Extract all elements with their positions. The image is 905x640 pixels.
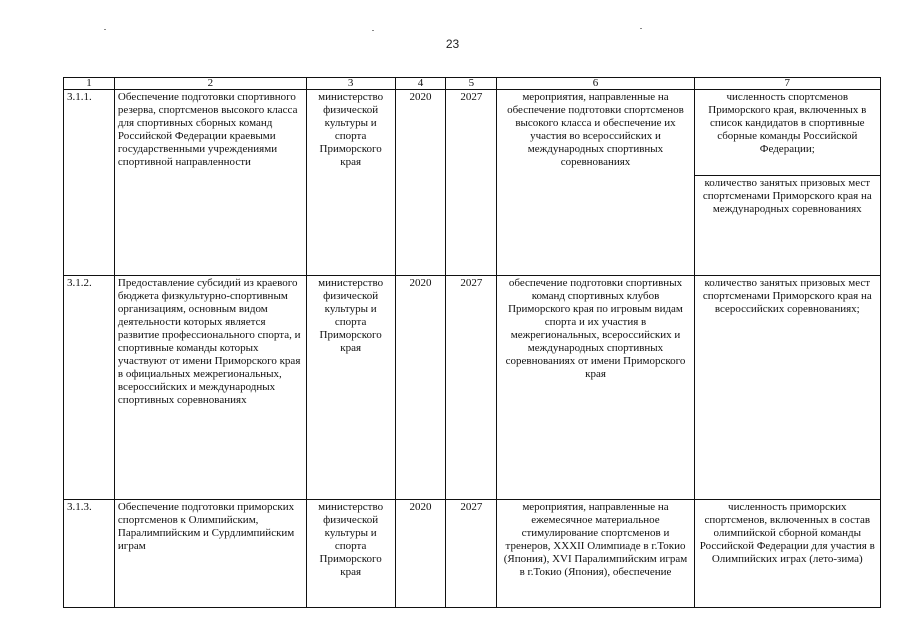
scan-speck (104, 29, 106, 30)
row-name: Предоставление субсидий из краевого бюджета физкультурно-спортивным организациям, основным видом деятельности которых является развитие профессионального спорта, и спортивные команды которых участвуют от имени Приморского края в официальных межрегиональных, всероссийских и международных спортивных соревнованиях (114, 276, 306, 500)
row-end-year: 2027 (446, 500, 497, 608)
row-executor: министерство физической культуры и спорта Приморского края (306, 90, 395, 276)
column-header: 1 (64, 78, 115, 90)
row-indicator: численность приморских спортсменов, включенных в состав олимпийской сборной команды Российской Федерации для участия в Олимпийских играх (лето-зима) (694, 500, 880, 608)
row-code: 3.1.1. (64, 90, 115, 276)
row-code: 3.1.3. (64, 500, 115, 608)
row-end-year: 2027 (446, 90, 497, 276)
table-row (64, 500, 881, 608)
column-header: 2 (114, 78, 306, 90)
scan-speck (640, 28, 642, 29)
table-header-row (64, 78, 881, 90)
indicator-text: количество занятых призовых мест спортсменами Приморского края на международных соревнованиях (695, 175, 880, 217)
row-start-year: 2020 (395, 90, 446, 276)
page-number: 23 (445, 37, 460, 51)
column-header: 4 (395, 78, 446, 90)
column-header: 5 (446, 78, 497, 90)
row-indicators (694, 90, 880, 276)
row-end-year: 2027 (446, 276, 497, 500)
column-header: 7 (694, 78, 880, 90)
indicator-text: численность спортсменов Приморского края, включенных в список кандидатов в спортивные сборные команды Российской Федерации; (708, 91, 867, 155)
row-start-year: 2020 (395, 500, 446, 608)
row-start-year: 2020 (395, 276, 446, 500)
row-result: мероприятия, направленные на обеспечение подготовки спортсменов высокого класса и обеспечение их участия во всероссийских и международных спортивных соревнованиях (497, 90, 694, 276)
row-code: 3.1.2. (64, 276, 115, 500)
scan-speck (372, 30, 374, 31)
table-row (64, 276, 881, 500)
column-header: 3 (306, 78, 395, 90)
row-indicator: количество занятых призовых мест спортсменами Приморского края на всероссийских соревнованиях; (694, 276, 880, 500)
row-executor: министерство физической культуры и спорта Приморского края (306, 500, 395, 608)
row-result: мероприятия, направленные на ежемесячное материальное стимулирование спортсменов и тренеров, XXXII Олимпиаде в г.Токио (Япония), XVI Паралимпийским играм в г.Токио (Япония), обеспечение (497, 500, 694, 608)
column-header: 6 (497, 78, 694, 90)
activities-table (63, 77, 881, 608)
row-name: Обеспечение подготовки спортивного резерва, спортсменов высокого класса для спортивных сборных команд Российской Федерации краевыми государственными учреждениями спортивной направленности (114, 90, 306, 276)
table-row (64, 90, 881, 276)
row-name: Обеспечение подготовки приморских спортсменов к Олимпийским, Паралимпийским и Сурдлимпийским играм (114, 500, 306, 608)
row-executor: министерство физической культуры и спорта Приморского края (306, 276, 395, 500)
row-result: обеспечение подготовки спортивных команд спортивных клубов Приморского края по игровым видам спорта и их участия в межрегиональных, всероссийских и международных спортивных соревнованиях от имени Приморского края (497, 276, 694, 500)
